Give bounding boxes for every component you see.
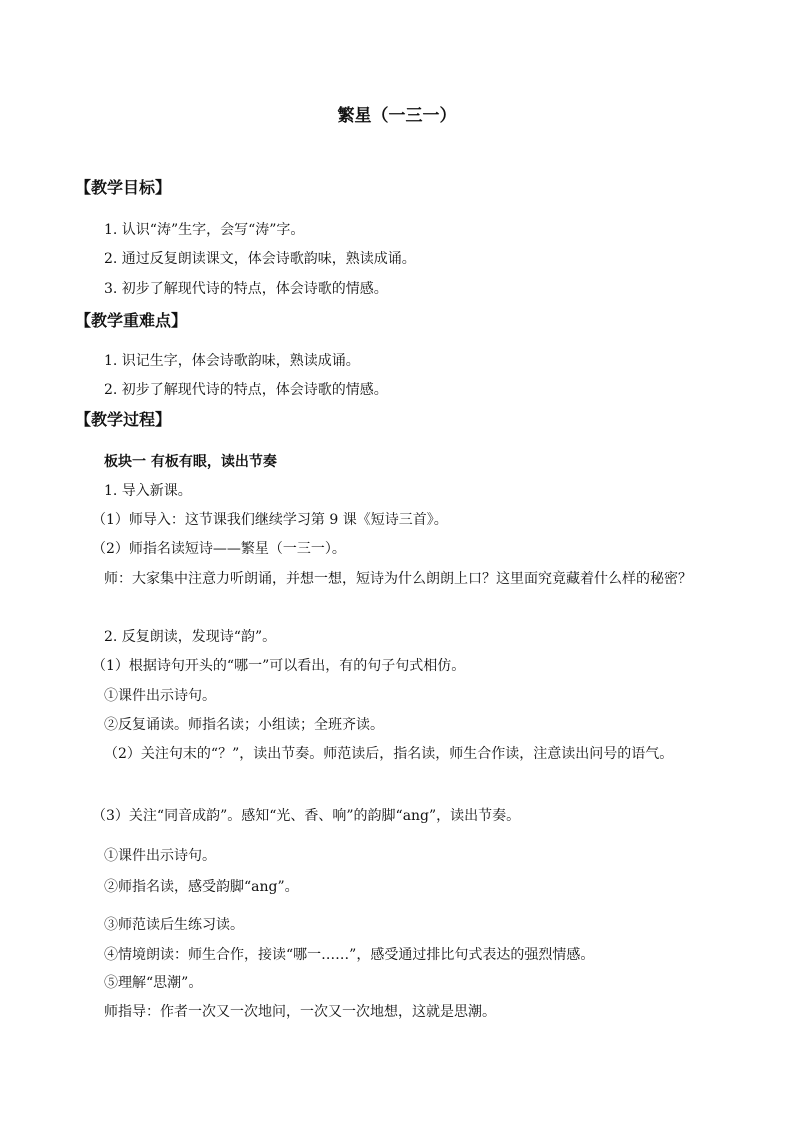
process-line-8: （3）关注“同音成韵”。感知“光、香、响”的韵脚“ang”，读出节奏。	[92, 808, 521, 824]
goal-item-3: 3. 初步了解现代诗的特点，体会诗歌的情感。	[104, 281, 388, 297]
process-line-11: ③师范读后生练习读。	[104, 917, 244, 933]
process-paragraph-1: 师：大家集中注意力听朗诵，并想一想，短诗为什么朗朗上口？这里面究竟藏着什么样的秘密？	[104, 571, 692, 587]
process-line-10: ②师指名读，感受韵脚“ang”。	[104, 879, 299, 895]
process-line-5: （1）根据诗句开头的“哪一”可以看出，有的句子句式相仿。	[92, 658, 466, 674]
process-line-9: ①课件出示诗句。	[104, 848, 216, 864]
page-title: 繁星（一三一）	[337, 106, 457, 126]
keypoints-heading: 【教学重难点】	[75, 311, 188, 330]
process-heading: 【教学过程】	[75, 410, 172, 429]
process-line-2: （1）师导入：这节课我们继续学习第 9 课《短诗三首》。	[92, 512, 448, 528]
process-line-4: 2. 反复朗读，发现诗“韵”。	[104, 629, 277, 645]
process-line-13: ⑤理解“思潮”。	[104, 975, 203, 991]
process-line-14: 师指导：作者一次又一次地问，一次又一次地想，这就是思潮。	[104, 1004, 496, 1020]
process-line-7: ②反复诵读。师指名读；小组读；全班齐读。	[104, 717, 384, 733]
block1-title: 板块一 有板有眼，读出节奏	[104, 454, 277, 470]
process-paragraph-2: （2）关注句末的“？”，读出节奏。师范读后，指名读，师生合作读，注意读出问号的语气。	[104, 746, 674, 762]
goal-item-1: 1. 认识“涛”生字，会写“涛”字。	[104, 222, 305, 238]
process-line-3: （2）师指名读短诗——繁星（一三一）。	[92, 541, 346, 557]
keypoint-item-1: 1. 识记生字，体会诗歌韵味，熟读成诵。	[104, 353, 360, 369]
process-line-1: 1. 导入新课。	[104, 483, 192, 499]
goals-heading: 【教学目标】	[75, 178, 172, 197]
process-line-12: ④情境朗读：师生合作，接读“哪一……”，感受通过排比句式表达的强烈情感。	[104, 947, 595, 963]
keypoint-item-2: 2. 初步了解现代诗的特点，体会诗歌的情感。	[104, 382, 388, 398]
goal-item-2: 2. 通过反复朗读课文，体会诗歌韵味，熟读成诵。	[104, 251, 416, 267]
process-line-6: ①课件出示诗句。	[104, 688, 216, 704]
